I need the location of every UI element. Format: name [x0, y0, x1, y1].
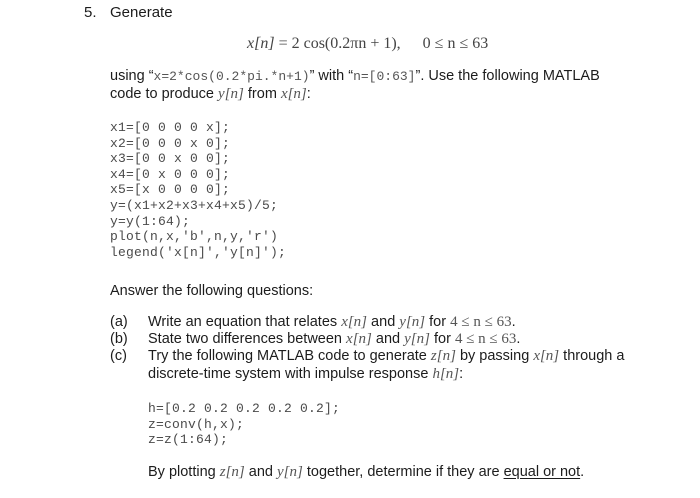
code-line: h=[0.2 0.2 0.2 0.2 0.2];: [148, 401, 341, 416]
equation-rhs: = 2 cos(0.2πn + 1),: [278, 35, 401, 52]
intro-text: code to produce: [110, 86, 219, 102]
math-range: 4 ≤ n ≤ 63: [454, 331, 517, 347]
code-line: y=(x1+x2+x3+x4+x5)/5;: [110, 197, 279, 213]
intro-line-1: [110, 68, 600, 84]
problem-number: 5.: [84, 4, 97, 21]
math-y: y[n]: [399, 314, 426, 330]
question-a-label: (a): [110, 314, 128, 330]
intro-text: using “: [110, 68, 154, 84]
question-c-label: (c): [110, 348, 127, 364]
question-c-line-2: [148, 366, 463, 383]
final-text: By plotting: [148, 464, 220, 480]
question-text: .: [511, 314, 516, 330]
question-text: Write an equation that relates: [148, 314, 342, 330]
question-text: State two differences between: [148, 331, 347, 347]
code-block-2: [148, 401, 340, 448]
question-text: :: [459, 366, 464, 382]
equation: [247, 35, 488, 53]
math-x: x[n]: [346, 331, 372, 347]
math-y: y[n]: [218, 86, 244, 102]
code-line: x2=[0 0 0 x 0];: [110, 135, 231, 151]
question-text: for: [425, 314, 451, 330]
question-b-label: (b): [110, 331, 128, 347]
math-h: h[n]: [432, 366, 460, 382]
math-y: y[n]: [404, 331, 430, 347]
question-b: [148, 331, 520, 348]
question-c-line-1: [148, 348, 624, 365]
question-text: for: [429, 331, 455, 347]
code-line: legend('x[n]','y[n]');: [110, 244, 287, 260]
question-text: and: [371, 331, 405, 347]
question-a: [148, 314, 516, 331]
code-line: x5=[x 0 0 0 0];: [110, 182, 231, 198]
equation-lhs: x[n]: [247, 35, 275, 52]
intro-text: :: [306, 86, 311, 102]
math-z: z[n]: [430, 348, 456, 364]
math-x: x[n]: [280, 86, 307, 102]
intro-text: ”. Use the following MATLAB: [415, 68, 600, 84]
intro-text: from: [243, 86, 281, 102]
question-text: discrete-time system with impulse response: [148, 366, 433, 382]
math-range: 4 ≤ n ≤ 63: [450, 314, 512, 330]
question-text: by passing: [455, 348, 534, 364]
math-y: y[n]: [277, 464, 303, 480]
final-instruction: [148, 464, 584, 481]
final-text: together, determine if they are: [302, 464, 504, 480]
intro-line-2: [110, 86, 311, 103]
intro-text: ” with “: [309, 68, 354, 84]
code-line: x1=[0 0 0 0 x];: [110, 120, 231, 135]
code-block-1: [110, 120, 286, 260]
final-text: .: [580, 464, 585, 480]
final-text: and: [244, 464, 278, 480]
code-line: z=conv(h,x);: [148, 416, 245, 432]
underlined-phrase: equal or not: [503, 464, 581, 480]
code-line: x4=[0 x 0 0 0];: [110, 166, 231, 182]
code-line: plot(n,x,'b',n,y,'r'): [110, 229, 279, 245]
code-line: y=y(1:64);: [110, 213, 191, 229]
code-line: z=z(1:64);: [148, 432, 229, 448]
math-x: x[n]: [341, 314, 368, 330]
math-x: x[n]: [533, 348, 560, 364]
inline-code-x: x=2*cos(0.2*pi.*n+1): [153, 69, 310, 84]
problem-heading: Generate: [110, 4, 173, 21]
question-text: .: [516, 331, 521, 347]
equation-range: 0 ≤ n ≤ 63: [422, 35, 489, 52]
inline-code-n: n=[0:63]: [353, 69, 416, 84]
question-text: and: [367, 314, 400, 330]
question-text: through a: [559, 348, 625, 364]
code-line: x3=[0 0 x 0 0];: [110, 151, 231, 167]
question-text: Try the following MATLAB code to generate: [148, 348, 431, 364]
answer-prompt: Answer the following questions:: [110, 283, 314, 299]
math-z: z[n]: [219, 464, 245, 480]
